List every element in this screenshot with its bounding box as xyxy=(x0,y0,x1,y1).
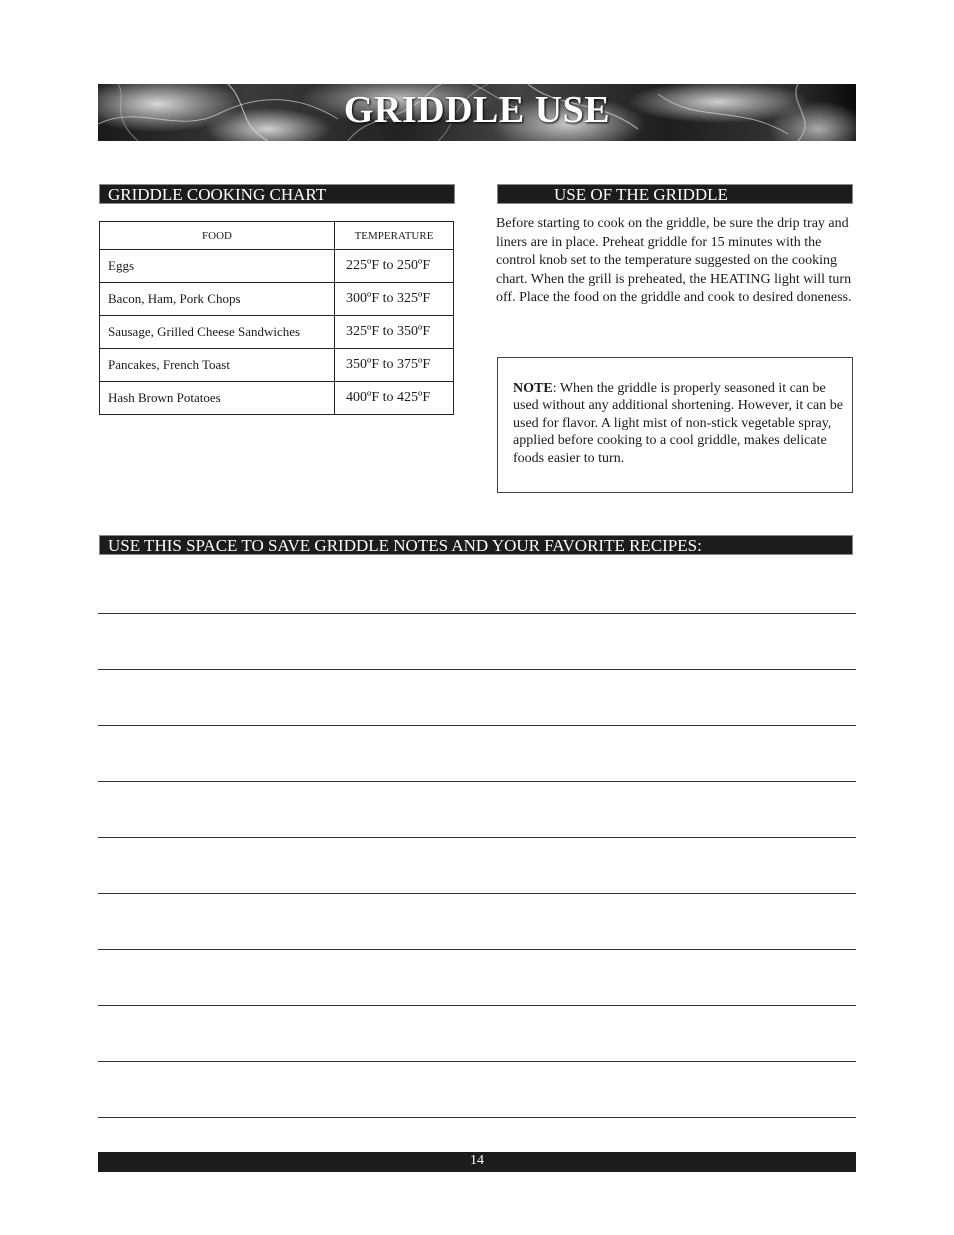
table-row xyxy=(100,382,454,415)
food-cell: Sausage, Grilled Cheese Sandwiches xyxy=(100,316,335,349)
food-cell: Hash Brown Potatoes xyxy=(100,382,335,415)
note-paragraph xyxy=(513,380,843,467)
temperature-cell: 325ºF to 350ºF xyxy=(335,316,454,349)
table-header-row xyxy=(100,222,454,250)
table-row xyxy=(100,283,454,316)
note-line xyxy=(98,949,856,950)
note-line xyxy=(98,837,856,838)
note-line xyxy=(98,781,856,782)
temperature-cell: 400ºF to 425ºF xyxy=(335,382,454,415)
note-line xyxy=(98,613,856,614)
note-label: NOTE xyxy=(513,381,553,396)
use-instructions-paragraph: Before starting to cook on the griddle, be sure the drip tray and liners are in place. Preheat griddle for 15 minutes with the control knob set to the temperature suggested on the cooking chart. When the grill is preheated, the HEATING light will turn off. Place the food on the griddle and cook to desired doneness. xyxy=(496,216,852,306)
column-header-food: FOOD xyxy=(100,222,335,250)
temperature-cell: 300ºF to 325ºF xyxy=(335,283,454,316)
food-cell: Pancakes, French Toast xyxy=(100,349,335,382)
table-row xyxy=(100,250,454,283)
page-number: 14 xyxy=(470,1153,484,1168)
notes-heading: USE THIS SPACE TO SAVE GRIDDLE NOTES AND YOUR FAVORITE RECIPES: xyxy=(99,535,853,555)
food-cell: Eggs xyxy=(100,250,335,283)
note-line xyxy=(98,1061,856,1062)
cooking-chart-heading: GRIDDLE COOKING CHART xyxy=(99,184,455,204)
temperature-cell: 350ºF to 375ºF xyxy=(335,349,454,382)
page-number-bar xyxy=(98,1152,856,1172)
page-title: GRIDDLE USE xyxy=(343,89,611,131)
note-line xyxy=(98,669,856,670)
note-box xyxy=(497,357,853,493)
note-line xyxy=(98,1005,856,1006)
note-line xyxy=(98,893,856,894)
note-text: : When the griddle is properly seasoned it can be used without any additional shortening. However, it can be used for flavor. A light mist of non-stick vegetable spray, applied before cooking to a cool griddle, makes delicate foods easier to turn. xyxy=(513,381,843,466)
marble-banner xyxy=(98,84,856,141)
note-line xyxy=(98,725,856,726)
cooking-chart-table xyxy=(99,221,454,415)
table-row xyxy=(100,349,454,382)
food-cell: Bacon, Ham, Pork Chops xyxy=(100,283,335,316)
temperature-cell: 225ºF to 250ºF xyxy=(335,250,454,283)
note-line xyxy=(98,1117,856,1118)
use-of-griddle-heading: USE OF THE GRIDDLE xyxy=(497,184,853,204)
column-header-temperature: TEMPERATURE xyxy=(335,222,454,250)
table-row xyxy=(100,316,454,349)
